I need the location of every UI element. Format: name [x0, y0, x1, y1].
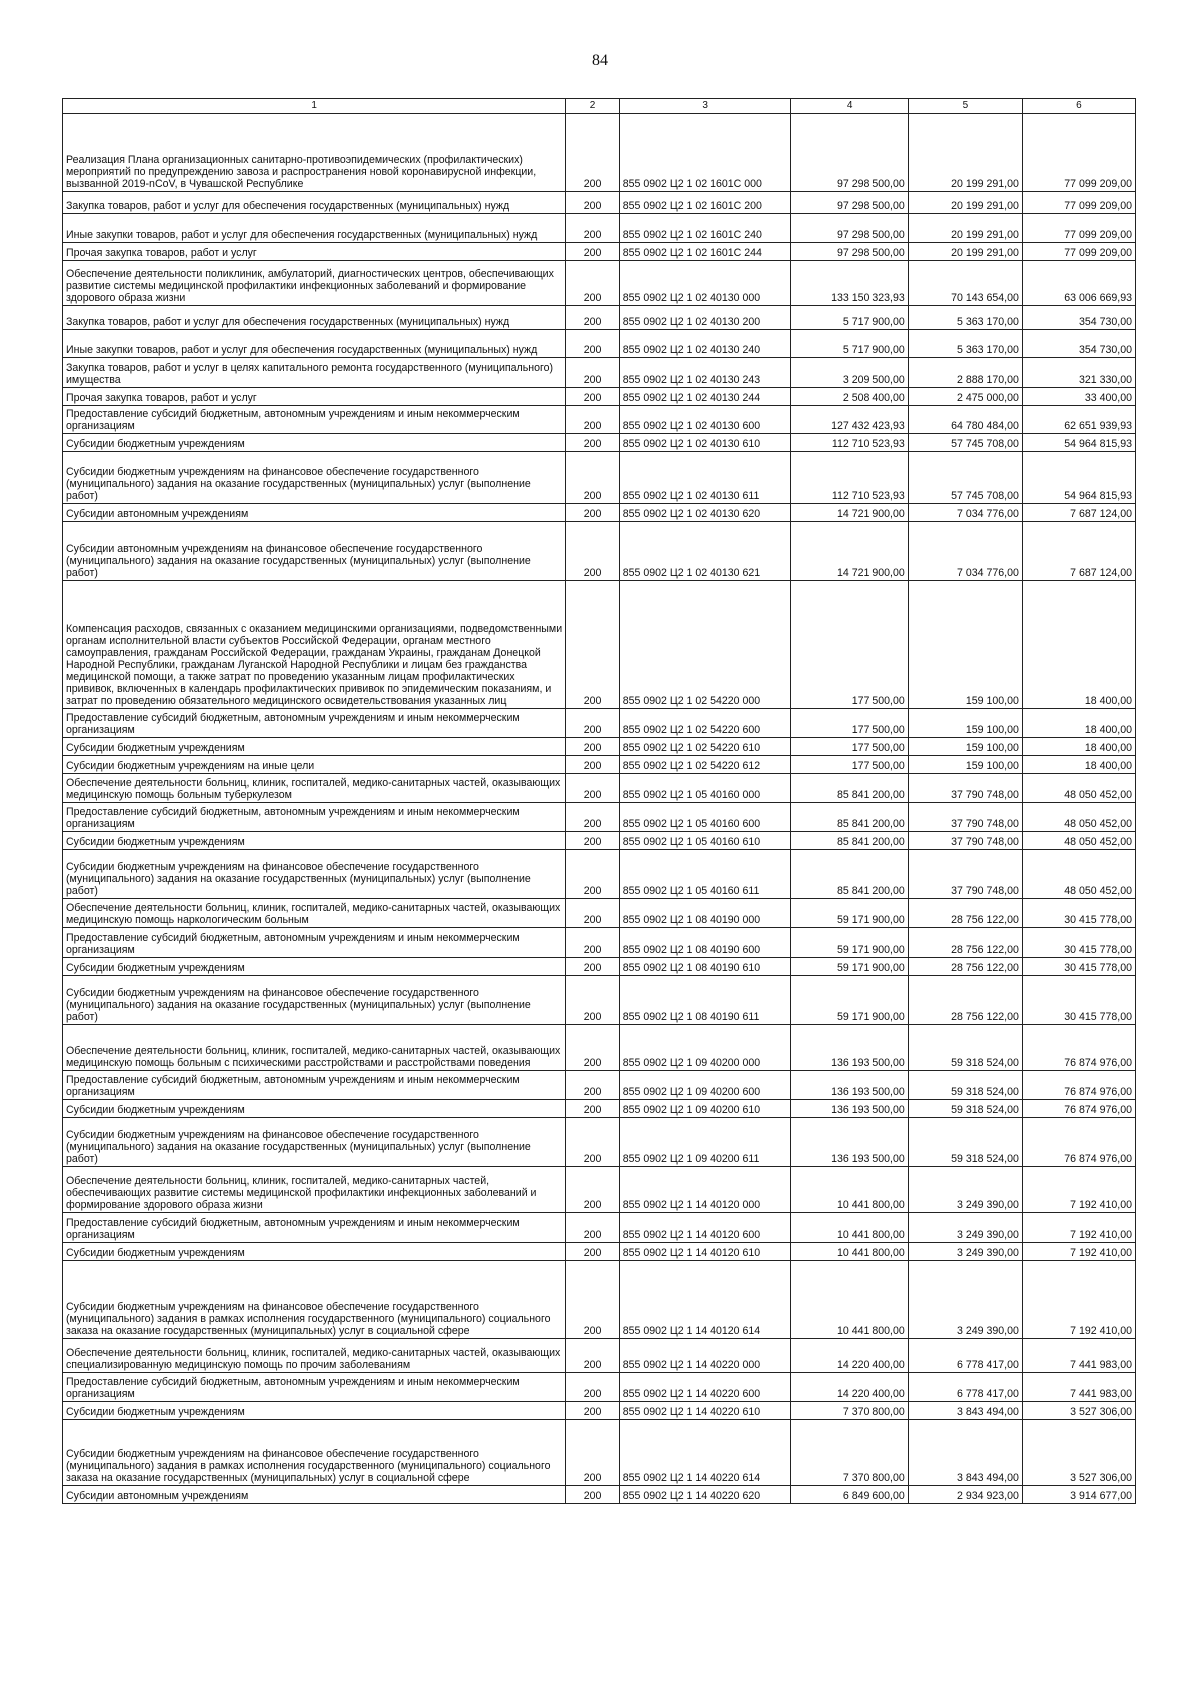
row-name: Обеспечение деятельности поликлиник, амбулаторий, диагностических центров, обеспечивающих развитие системы медицинской профилактики инфекционных заболеваний и формирование здорового образа жизни [63, 261, 566, 306]
row-value-4: 10 441 800,00 [791, 1213, 908, 1243]
table-row [63, 1243, 1136, 1261]
table-row [63, 214, 1136, 243]
row-name: Субсидии автономным учреждениям [63, 504, 566, 522]
row-name: Обеспечение деятельности больниц, клиник, госпиталей, медико-санитарных частей, оказывающих медицинскую помощь наркологическим больным [63, 899, 566, 928]
row-value-4: 14 721 900,00 [791, 504, 908, 522]
row-value-5: 20 199 291,00 [908, 192, 1022, 214]
row-kbk: 855 0902 Ц2 1 09 40200 611 [619, 1118, 791, 1167]
row-value-4: 85 841 200,00 [791, 832, 908, 850]
table-row [63, 803, 1136, 832]
table-row [63, 452, 1136, 504]
row-code: 200 [566, 1243, 619, 1261]
row-code: 200 [566, 1261, 619, 1339]
row-value-5: 64 780 484,00 [908, 406, 1022, 434]
table-row [63, 1213, 1136, 1243]
row-value-5: 59 318 524,00 [908, 1118, 1022, 1167]
row-value-5: 57 745 708,00 [908, 452, 1022, 504]
row-value-6: 76 874 976,00 [1022, 1100, 1135, 1118]
row-value-6: 7 192 410,00 [1022, 1243, 1135, 1261]
row-value-4: 6 849 600,00 [791, 1486, 908, 1504]
table-row [63, 958, 1136, 976]
column-header-3: 3 [619, 99, 791, 114]
row-value-5: 59 318 524,00 [908, 1025, 1022, 1071]
row-code: 200 [566, 452, 619, 504]
row-name: Субсидии бюджетным учреждениям [63, 958, 566, 976]
row-code: 200 [566, 803, 619, 832]
row-value-6: 30 415 778,00 [1022, 899, 1135, 928]
row-value-6: 3 914 677,00 [1022, 1486, 1135, 1504]
row-value-6: 54 964 815,93 [1022, 452, 1135, 504]
row-value-6: 18 400,00 [1022, 756, 1135, 774]
row-value-4: 14 220 400,00 [791, 1373, 908, 1402]
row-name: Субсидии бюджетным учреждениям на финансовое обеспечение государственного (муниципального) задания на оказание государственных (муниципальных) услуг (выполнение работ) [63, 976, 566, 1025]
row-code: 200 [566, 958, 619, 976]
row-code: 200 [566, 1486, 619, 1504]
row-value-6: 30 415 778,00 [1022, 958, 1135, 976]
row-name: Субсидии бюджетным учреждениям [63, 738, 566, 756]
row-value-6: 3 527 306,00 [1022, 1420, 1135, 1486]
row-code: 200 [566, 1100, 619, 1118]
row-value-6: 63 006 669,93 [1022, 261, 1135, 306]
row-value-5: 37 790 748,00 [908, 803, 1022, 832]
row-name: Субсидии автономным учреждениям [63, 1486, 566, 1504]
row-value-4: 136 193 500,00 [791, 1118, 908, 1167]
row-value-4: 136 193 500,00 [791, 1071, 908, 1100]
row-value-6: 7 441 983,00 [1022, 1373, 1135, 1402]
row-code: 200 [566, 832, 619, 850]
table-row [63, 1167, 1136, 1213]
table-row [63, 388, 1136, 406]
row-value-4: 85 841 200,00 [791, 803, 908, 832]
row-value-6: 7 687 124,00 [1022, 522, 1135, 581]
row-code: 200 [566, 1025, 619, 1071]
row-value-4: 97 298 500,00 [791, 214, 908, 243]
header-row [63, 99, 1136, 114]
row-kbk: 855 0902 Ц2 1 02 40130 611 [619, 452, 791, 504]
row-code: 200 [566, 1402, 619, 1420]
row-code: 200 [566, 738, 619, 756]
row-code: 200 [566, 1213, 619, 1243]
row-value-5: 3 249 390,00 [908, 1261, 1022, 1339]
column-header-1: 1 [63, 99, 566, 114]
row-value-6: 7 192 410,00 [1022, 1213, 1135, 1243]
table-row [63, 774, 1136, 803]
row-value-4: 112 710 523,93 [791, 452, 908, 504]
row-value-5: 3 249 390,00 [908, 1243, 1022, 1261]
row-value-5: 159 100,00 [908, 756, 1022, 774]
row-kbk: 855 0902 Ц2 1 05 40160 600 [619, 803, 791, 832]
row-value-6: 76 874 976,00 [1022, 1071, 1135, 1100]
row-code: 200 [566, 899, 619, 928]
row-code: 200 [566, 243, 619, 261]
row-kbk: 855 0902 Ц2 1 02 40130 200 [619, 306, 791, 330]
row-value-4: 3 209 500,00 [791, 358, 908, 388]
column-header-5: 5 [908, 99, 1022, 114]
row-value-5: 3 249 390,00 [908, 1167, 1022, 1213]
row-value-4: 5 717 900,00 [791, 330, 908, 358]
row-code: 200 [566, 850, 619, 899]
row-value-6: 48 050 452,00 [1022, 850, 1135, 899]
row-kbk: 855 0902 Ц2 1 14 40120 000 [619, 1167, 791, 1213]
row-value-5: 28 756 122,00 [908, 899, 1022, 928]
row-value-6: 7 192 410,00 [1022, 1261, 1135, 1339]
row-kbk: 855 0902 Ц2 1 02 40130 243 [619, 358, 791, 388]
row-name: Закупка товаров, работ и услуг для обеспечения государственных (муниципальных) нужд [63, 306, 566, 330]
row-code: 200 [566, 114, 619, 192]
row-value-5: 28 756 122,00 [908, 928, 1022, 958]
row-value-6: 76 874 976,00 [1022, 1025, 1135, 1071]
row-value-4: 59 171 900,00 [791, 958, 908, 976]
table-row [63, 1100, 1136, 1118]
table-row [63, 1486, 1136, 1504]
row-name: Закупка товаров, работ и услуг в целях капитального ремонта государственного (муниципального) имущества [63, 358, 566, 388]
row-value-6: 62 651 939,93 [1022, 406, 1135, 434]
row-kbk: 855 0902 Ц2 1 14 40120 614 [619, 1261, 791, 1339]
table-row [63, 306, 1136, 330]
row-kbk: 855 0902 Ц2 1 09 40200 610 [619, 1100, 791, 1118]
row-kbk: 855 0902 Ц2 1 08 40190 611 [619, 976, 791, 1025]
row-value-5: 7 034 776,00 [908, 504, 1022, 522]
row-name: Иные закупки товаров, работ и услуг для обеспечения государственных (муниципальных) нужд [63, 330, 566, 358]
row-code: 200 [566, 581, 619, 709]
row-name: Субсидии бюджетным учреждениям [63, 832, 566, 850]
row-value-6: 7 687 124,00 [1022, 504, 1135, 522]
row-value-5: 3 843 494,00 [908, 1420, 1022, 1486]
row-value-4: 59 171 900,00 [791, 899, 908, 928]
column-header-4: 4 [791, 99, 908, 114]
row-kbk: 855 0902 Ц2 1 02 54220 000 [619, 581, 791, 709]
row-kbk: 855 0902 Ц2 1 02 40130 244 [619, 388, 791, 406]
row-value-5: 2 475 000,00 [908, 388, 1022, 406]
row-kbk: 855 0902 Ц2 1 09 40200 600 [619, 1071, 791, 1100]
page-number: 84 [592, 52, 608, 69]
row-value-4: 97 298 500,00 [791, 114, 908, 192]
row-value-5: 59 318 524,00 [908, 1071, 1022, 1100]
table-row [63, 1261, 1136, 1339]
table-body [63, 114, 1136, 1504]
row-kbk: 855 0902 Ц2 1 02 40130 600 [619, 406, 791, 434]
table-row [63, 261, 1136, 306]
row-code: 200 [566, 522, 619, 581]
row-value-4: 5 717 900,00 [791, 306, 908, 330]
row-value-4: 177 500,00 [791, 709, 908, 738]
row-value-5: 20 199 291,00 [908, 114, 1022, 192]
row-code: 200 [566, 709, 619, 738]
row-kbk: 855 0902 Ц2 1 14 40120 600 [619, 1213, 791, 1243]
row-value-5: 59 318 524,00 [908, 1100, 1022, 1118]
row-value-5: 5 363 170,00 [908, 330, 1022, 358]
row-kbk: 855 0902 Ц2 1 02 54220 612 [619, 756, 791, 774]
row-code: 200 [566, 1420, 619, 1486]
row-code: 200 [566, 358, 619, 388]
row-value-6: 30 415 778,00 [1022, 928, 1135, 958]
row-name: Предоставление субсидий бюджетным, автономным учреждениям и иным некоммерческим организациям [63, 1373, 566, 1402]
row-name: Субсидии бюджетным учреждениям на финансовое обеспечение государственного (муниципального) задания на оказание государственных (муниципальных) услуг (выполнение работ) [63, 452, 566, 504]
row-value-6: 18 400,00 [1022, 709, 1135, 738]
table-row [63, 522, 1136, 581]
table-row [63, 243, 1136, 261]
row-kbk: 855 0902 Ц2 1 02 40130 240 [619, 330, 791, 358]
row-kbk: 855 0902 Ц2 1 14 40220 610 [619, 1402, 791, 1420]
row-code: 200 [566, 1118, 619, 1167]
budget-table [62, 98, 1136, 1504]
row-name: Предоставление субсидий бюджетным, автономным учреждениям и иным некоммерческим организациям [63, 1071, 566, 1100]
row-value-5: 159 100,00 [908, 738, 1022, 756]
row-kbk: 855 0902 Ц2 1 02 40130 610 [619, 434, 791, 452]
row-value-6: 48 050 452,00 [1022, 774, 1135, 803]
table-row [63, 899, 1136, 928]
row-name: Субсидии бюджетным учреждениям на финансовое обеспечение государственного (муниципального) задания в рамках исполнения государственного (муниципального) социального заказа на оказание государственных (муниципальных) услуг в социальной сфере [63, 1420, 566, 1486]
row-value-5: 37 790 748,00 [908, 774, 1022, 803]
table-row [63, 1420, 1136, 1486]
row-name: Субсидии бюджетным учреждениям [63, 1100, 566, 1118]
table-row [63, 850, 1136, 899]
row-value-5: 28 756 122,00 [908, 958, 1022, 976]
row-value-5: 7 034 776,00 [908, 522, 1022, 581]
row-name: Прочая закупка товаров, работ и услуг [63, 243, 566, 261]
row-code: 200 [566, 261, 619, 306]
row-code: 200 [566, 330, 619, 358]
row-kbk: 855 0902 Ц2 1 02 54220 600 [619, 709, 791, 738]
row-name: Субсидии бюджетным учреждениям на иные цели [63, 756, 566, 774]
row-value-5: 2 934 923,00 [908, 1486, 1022, 1504]
row-code: 200 [566, 756, 619, 774]
row-value-6: 76 874 976,00 [1022, 1118, 1135, 1167]
row-kbk: 855 0902 Ц2 1 02 1601С 240 [619, 214, 791, 243]
table-row [63, 1118, 1136, 1167]
row-code: 200 [566, 1373, 619, 1402]
row-value-4: 14 220 400,00 [791, 1339, 908, 1373]
row-value-4: 85 841 200,00 [791, 850, 908, 899]
table-row [63, 756, 1136, 774]
row-kbk: 855 0902 Ц2 1 14 40220 620 [619, 1486, 791, 1504]
row-name: Прочая закупка товаров, работ и услуг [63, 388, 566, 406]
row-value-4: 112 710 523,93 [791, 434, 908, 452]
row-value-5: 28 756 122,00 [908, 976, 1022, 1025]
table-row [63, 581, 1136, 709]
row-value-4: 177 500,00 [791, 581, 908, 709]
column-header-2: 2 [566, 99, 619, 114]
row-kbk: 855 0902 Ц2 1 14 40120 610 [619, 1243, 791, 1261]
row-value-6: 3 527 306,00 [1022, 1402, 1135, 1420]
row-code: 200 [566, 214, 619, 243]
row-value-6: 77 099 209,00 [1022, 114, 1135, 192]
row-value-4: 127 432 423,93 [791, 406, 908, 434]
row-name: Субсидии бюджетным учреждениям на финансовое обеспечение государственного (муниципального) задания на оказание государственных (муниципальных) услуг (выполнение работ) [63, 1118, 566, 1167]
table-row [63, 1402, 1136, 1420]
row-value-6: 18 400,00 [1022, 581, 1135, 709]
row-value-6: 7 192 410,00 [1022, 1167, 1135, 1213]
row-code: 200 [566, 192, 619, 214]
row-kbk: 855 0902 Ц2 1 05 40160 610 [619, 832, 791, 850]
row-value-4: 136 193 500,00 [791, 1100, 908, 1118]
row-value-4: 136 193 500,00 [791, 1025, 908, 1071]
row-name: Субсидии бюджетным учреждениям [63, 434, 566, 452]
row-value-5: 6 778 417,00 [908, 1339, 1022, 1373]
row-code: 200 [566, 1167, 619, 1213]
row-value-4: 7 370 800,00 [791, 1420, 908, 1486]
row-kbk: 855 0902 Ц2 1 02 40130 000 [619, 261, 791, 306]
row-value-6: 48 050 452,00 [1022, 803, 1135, 832]
row-value-4: 133 150 323,93 [791, 261, 908, 306]
row-value-4: 2 508 400,00 [791, 388, 908, 406]
row-value-6: 7 441 983,00 [1022, 1339, 1135, 1373]
row-name: Предоставление субсидий бюджетным, автономным учреждениям и иным некоммерческим организациям [63, 928, 566, 958]
row-name: Предоставление субсидий бюджетным, автономным учреждениям и иным некоммерческим организациям [63, 709, 566, 738]
row-value-5: 159 100,00 [908, 581, 1022, 709]
row-value-4: 10 441 800,00 [791, 1243, 908, 1261]
table-row [63, 1025, 1136, 1071]
row-name: Предоставление субсидий бюджетным, автономным учреждениям и иным некоммерческим организациям [63, 803, 566, 832]
table-row [63, 738, 1136, 756]
row-kbk: 855 0902 Ц2 1 02 1601С 200 [619, 192, 791, 214]
row-value-5: 159 100,00 [908, 709, 1022, 738]
row-value-5: 57 745 708,00 [908, 434, 1022, 452]
row-value-4: 59 171 900,00 [791, 928, 908, 958]
row-kbk: 855 0902 Ц2 1 02 40130 621 [619, 522, 791, 581]
row-value-6: 77 099 209,00 [1022, 192, 1135, 214]
row-code: 200 [566, 774, 619, 803]
row-kbk: 855 0902 Ц2 1 14 40220 000 [619, 1339, 791, 1373]
row-kbk: 855 0902 Ц2 1 02 40130 620 [619, 504, 791, 522]
table-row [63, 406, 1136, 434]
row-value-6: 321 330,00 [1022, 358, 1135, 388]
row-kbk: 855 0902 Ц2 1 14 40220 600 [619, 1373, 791, 1402]
row-value-5: 20 199 291,00 [908, 214, 1022, 243]
row-value-4: 177 500,00 [791, 738, 908, 756]
table-row [63, 1373, 1136, 1402]
table-row [63, 832, 1136, 850]
table-row [63, 434, 1136, 452]
table-row [63, 504, 1136, 522]
row-value-5: 37 790 748,00 [908, 850, 1022, 899]
row-kbk: 855 0902 Ц2 1 02 54220 610 [619, 738, 791, 756]
row-name: Субсидии бюджетным учреждениям [63, 1243, 566, 1261]
row-name: Субсидии бюджетным учреждениям [63, 1402, 566, 1420]
row-value-6: 48 050 452,00 [1022, 832, 1135, 850]
row-name: Иные закупки товаров, работ и услуг для обеспечения государственных (муниципальных) нужд [63, 214, 566, 243]
table-row [63, 114, 1136, 192]
row-code: 200 [566, 976, 619, 1025]
row-code: 200 [566, 406, 619, 434]
row-name: Субсидии автономным учреждениям на финансовое обеспечение государственного (муниципального) задания на оказание государственных (муниципальных) услуг (выполнение работ) [63, 522, 566, 581]
table-row [63, 976, 1136, 1025]
row-value-4: 97 298 500,00 [791, 243, 908, 261]
table-row [63, 1339, 1136, 1373]
row-value-4: 7 370 800,00 [791, 1402, 908, 1420]
row-kbk: 855 0902 Ц2 1 08 40190 600 [619, 928, 791, 958]
row-name: Предоставление субсидий бюджетным, автономным учреждениям и иным некоммерческим организациям [63, 1213, 566, 1243]
row-value-5: 3 843 494,00 [908, 1402, 1022, 1420]
row-value-4: 10 441 800,00 [791, 1261, 908, 1339]
row-value-6: 354 730,00 [1022, 306, 1135, 330]
row-name: Закупка товаров, работ и услуг для обеспечения государственных (муниципальных) нужд [63, 192, 566, 214]
row-value-6: 30 415 778,00 [1022, 976, 1135, 1025]
row-kbk: 855 0902 Ц2 1 14 40220 614 [619, 1420, 791, 1486]
row-value-6: 18 400,00 [1022, 738, 1135, 756]
row-value-4: 177 500,00 [791, 756, 908, 774]
row-name: Обеспечение деятельности больниц, клиник, госпиталей, медико-санитарных частей, оказывающих специализированную медицинскую помощь по прочим заболеваниям [63, 1339, 566, 1373]
row-name: Субсидии бюджетным учреждениям на финансовое обеспечение государственного (муниципального) задания в рамках исполнения государственного (муниципального) социального заказа на оказание государственных (муниципальных) услуг в социальной сфере [63, 1261, 566, 1339]
row-code: 200 [566, 928, 619, 958]
row-value-6: 54 964 815,93 [1022, 434, 1135, 452]
row-code: 200 [566, 388, 619, 406]
row-code: 200 [566, 1071, 619, 1100]
row-name: Обеспечение деятельности больниц, клиник, госпиталей, медико-санитарных частей, обеспечивающих развитие системы медицинской профилактики инфекционных заболеваний и формирование здорового образа жизни [63, 1167, 566, 1213]
row-value-6: 77 099 209,00 [1022, 243, 1135, 261]
row-code: 200 [566, 434, 619, 452]
table-row [63, 330, 1136, 358]
table-row [63, 192, 1136, 214]
row-name: Обеспечение деятельности больниц, клиник, госпиталей, медико-санитарных частей, оказывающих медицинскую помощь больным туберкулезом [63, 774, 566, 803]
table-row [63, 928, 1136, 958]
row-kbk: 855 0902 Ц2 1 02 1601С 000 [619, 114, 791, 192]
row-name: Предоставление субсидий бюджетным, автономным учреждениям и иным некоммерческим организациям [63, 406, 566, 434]
row-name: Субсидии бюджетным учреждениям на финансовое обеспечение государственного (муниципального) задания на оказание государственных (муниципальных) услуг (выполнение работ) [63, 850, 566, 899]
row-value-4: 10 441 800,00 [791, 1167, 908, 1213]
row-value-6: 354 730,00 [1022, 330, 1135, 358]
row-kbk: 855 0902 Ц2 1 08 40190 610 [619, 958, 791, 976]
row-value-5: 37 790 748,00 [908, 832, 1022, 850]
row-name: Реализация Плана организационных санитарно-противоэпидемических (профилактических) мероприятий по предупреждению завоза и распространения новой коронавирусной инфекции, вызванной 2019-nCoV, в Чувашской Республике [63, 114, 566, 192]
row-kbk: 855 0902 Ц2 1 02 1601С 244 [619, 243, 791, 261]
row-code: 200 [566, 1339, 619, 1373]
row-value-4: 59 171 900,00 [791, 976, 908, 1025]
table-row [63, 1071, 1136, 1100]
table-row [63, 358, 1136, 388]
table-row [63, 709, 1136, 738]
row-value-4: 85 841 200,00 [791, 774, 908, 803]
row-value-5: 5 363 170,00 [908, 306, 1022, 330]
row-name: Компенсация расходов, связанных с оказанием медицинскими организациями, подведомственными органам исполнительной власти субъектов Российской Федерации, органам местного самоуправления, гражданам Российской Федерации, гражданам Украины, гражданам Донецкой Народной Республики, гражданам Луганской Народной Республики и лицам без гражданства медицинской помощи, а также затрат по проведению указанным лицам профилактических прививок, включенных в календарь профилактических прививок по эпидемическим показаниям, и затрат по проведению обязательного медицинского освидетельствования указанных лиц [63, 581, 566, 709]
row-value-5: 6 778 417,00 [908, 1373, 1022, 1402]
row-code: 200 [566, 504, 619, 522]
row-kbk: 855 0902 Ц2 1 05 40160 611 [619, 850, 791, 899]
row-kbk: 855 0902 Ц2 1 08 40190 000 [619, 899, 791, 928]
row-value-6: 77 099 209,00 [1022, 214, 1135, 243]
row-value-5: 2 888 170,00 [908, 358, 1022, 388]
row-kbk: 855 0902 Ц2 1 09 40200 000 [619, 1025, 791, 1071]
row-value-4: 97 298 500,00 [791, 192, 908, 214]
row-kbk: 855 0902 Ц2 1 05 40160 000 [619, 774, 791, 803]
row-value-5: 3 249 390,00 [908, 1213, 1022, 1243]
row-value-4: 14 721 900,00 [791, 522, 908, 581]
row-value-5: 70 143 654,00 [908, 261, 1022, 306]
row-name: Обеспечение деятельности больниц, клиник, госпиталей, медико-санитарных частей, оказывающих медицинскую помощь больным с психическими расстройствами и расстройствами поведения [63, 1025, 566, 1071]
row-code: 200 [566, 306, 619, 330]
row-value-5: 20 199 291,00 [908, 243, 1022, 261]
row-value-6: 33 400,00 [1022, 388, 1135, 406]
column-header-6: 6 [1022, 99, 1135, 114]
